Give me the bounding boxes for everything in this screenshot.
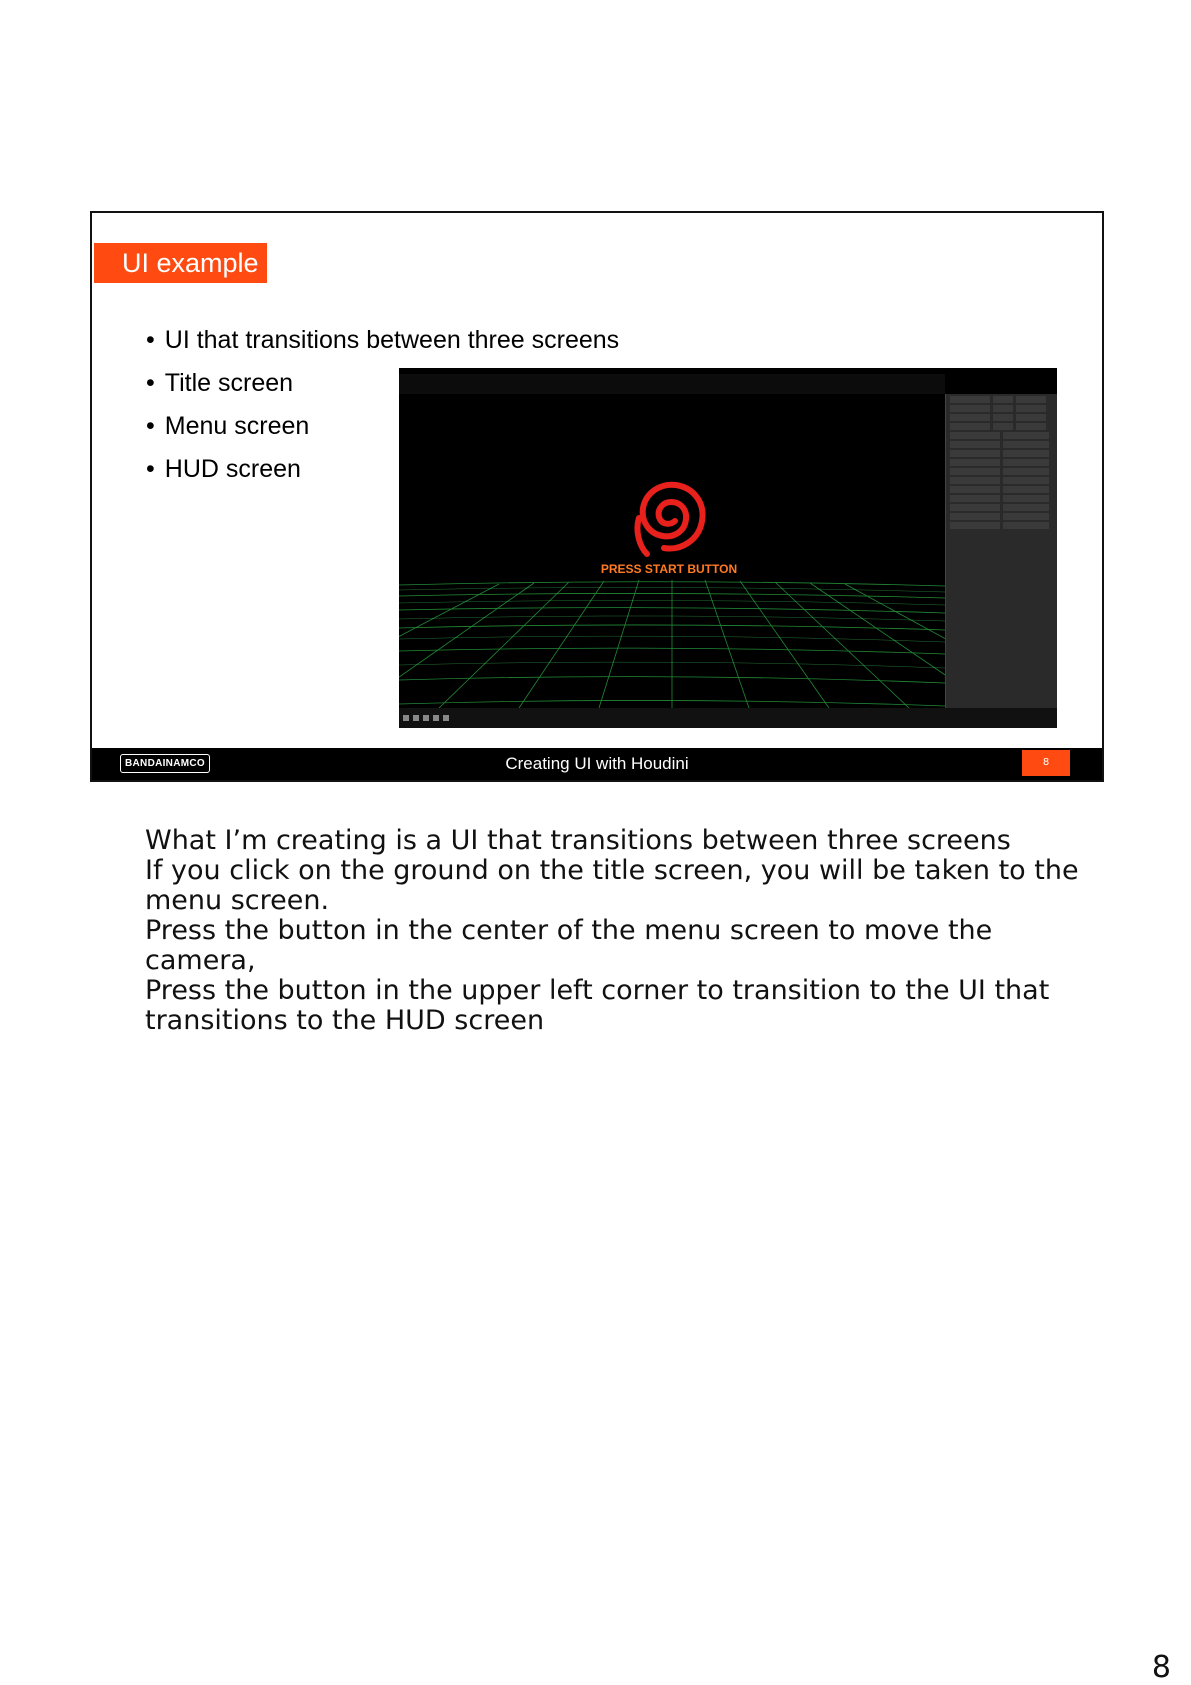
notes-line: If you click on the ground on the title screen, you will be taken to the menu screen. bbox=[145, 855, 1079, 916]
notes-line: Press the button in the center of the menu screen to move the camera, bbox=[145, 915, 993, 976]
press-start-text: PRESS START BUTTON bbox=[600, 562, 738, 576]
page-number: 8 bbox=[1151, 1650, 1171, 1685]
playbar bbox=[399, 708, 1057, 728]
parameter-panel bbox=[945, 394, 1057, 716]
slide bbox=[90, 211, 1104, 782]
company-logo: BANDAINAMCO bbox=[120, 754, 210, 773]
spiral-logo-icon bbox=[643, 485, 703, 549]
bullet-item: • Menu screen bbox=[146, 411, 619, 454]
speaker-notes bbox=[145, 826, 1105, 1036]
viewport-canvas bbox=[399, 368, 945, 708]
slide-footer bbox=[92, 748, 1102, 780]
ground-grid bbox=[399, 580, 945, 708]
bullet-item: • HUD screen bbox=[146, 454, 619, 497]
houdini-screenshot bbox=[399, 368, 1057, 728]
notes-line: Press the button in the upper left corner to transition to the UI that transitions to the HUD screen bbox=[145, 975, 1050, 1036]
bullet-item: • UI that transitions between three screens bbox=[146, 325, 619, 368]
slide-page-number: 8 bbox=[1022, 750, 1070, 776]
slide-title: UI example bbox=[94, 243, 267, 283]
footer-title: Creating UI with Houdini bbox=[505, 754, 689, 773]
bullet-item: • Title screen bbox=[146, 368, 619, 411]
notes-line: What I’m creating is a UI that transitions between three screens bbox=[145, 825, 1011, 856]
